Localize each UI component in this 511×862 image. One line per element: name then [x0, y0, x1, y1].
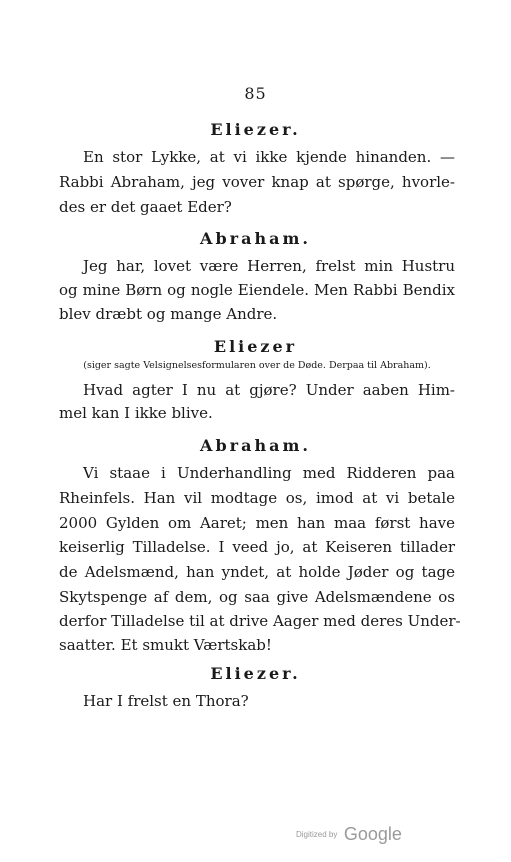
- text-line: Skytspenge af dem, og saa give Adelsmændene os: [59, 588, 455, 606]
- speaker-heading: Abraham.: [200, 229, 311, 248]
- text-line: 2000 Gylden om Aaret; men han maa først have: [59, 514, 455, 532]
- speaker-heading: Abraham.: [200, 436, 311, 455]
- text-line: keiserlig Tilladelse. I veed jo, at Keiseren tillader: [59, 538, 455, 556]
- text-line: Vi staae i Underhandling med Ridderen paa: [83, 464, 455, 482]
- text-line: Rabbi Abraham, jeg vover knap at spørge, hvorle-: [59, 173, 455, 191]
- text-line: des er det gaaet Eder?: [59, 198, 232, 216]
- text-line: Har I frelst en Thora?: [83, 692, 249, 710]
- watermark-prefix: Digitized by: [296, 830, 338, 839]
- text-line: mel kan I ikke blive.: [59, 404, 213, 422]
- text-line: Hvad agter I nu at gjøre? Under aaben Him-: [83, 381, 455, 399]
- text-line: Rheinfels. Han vil modtage os, imod at vi betale: [59, 489, 455, 507]
- speaker-heading: Eliezer: [213, 337, 298, 356]
- text-line: saatter. Et smukt Værtskab!: [59, 636, 272, 654]
- page-number: 85: [244, 84, 267, 103]
- text-line: Jeg har, lovet være Herren, frelst min Hustru: [83, 257, 455, 275]
- text-line: derfor Tilladelse til at drive Aager med deres Under-: [59, 612, 461, 630]
- speaker-heading: Eliezer.: [210, 120, 301, 139]
- text-line: blev dræbt og mange Andre.: [59, 305, 278, 323]
- speaker-heading: Eliezer.: [210, 664, 301, 683]
- text-line: de Adelsmænd, han yndet, at holde Jøder og tage: [59, 563, 455, 581]
- stage-direction: (siger sagte Velsignelsesformularen over de Døde. Derpaa til Abraham).: [83, 360, 431, 371]
- google-logo: Google: [343, 824, 402, 844]
- text-line: En stor Lykke, at vi ikke kjende hinanden. —: [83, 148, 455, 166]
- text-line: og mine Børn og nogle Eiendele. Men Rabbi Bendix: [59, 281, 455, 299]
- google-watermark: [296, 824, 402, 845]
